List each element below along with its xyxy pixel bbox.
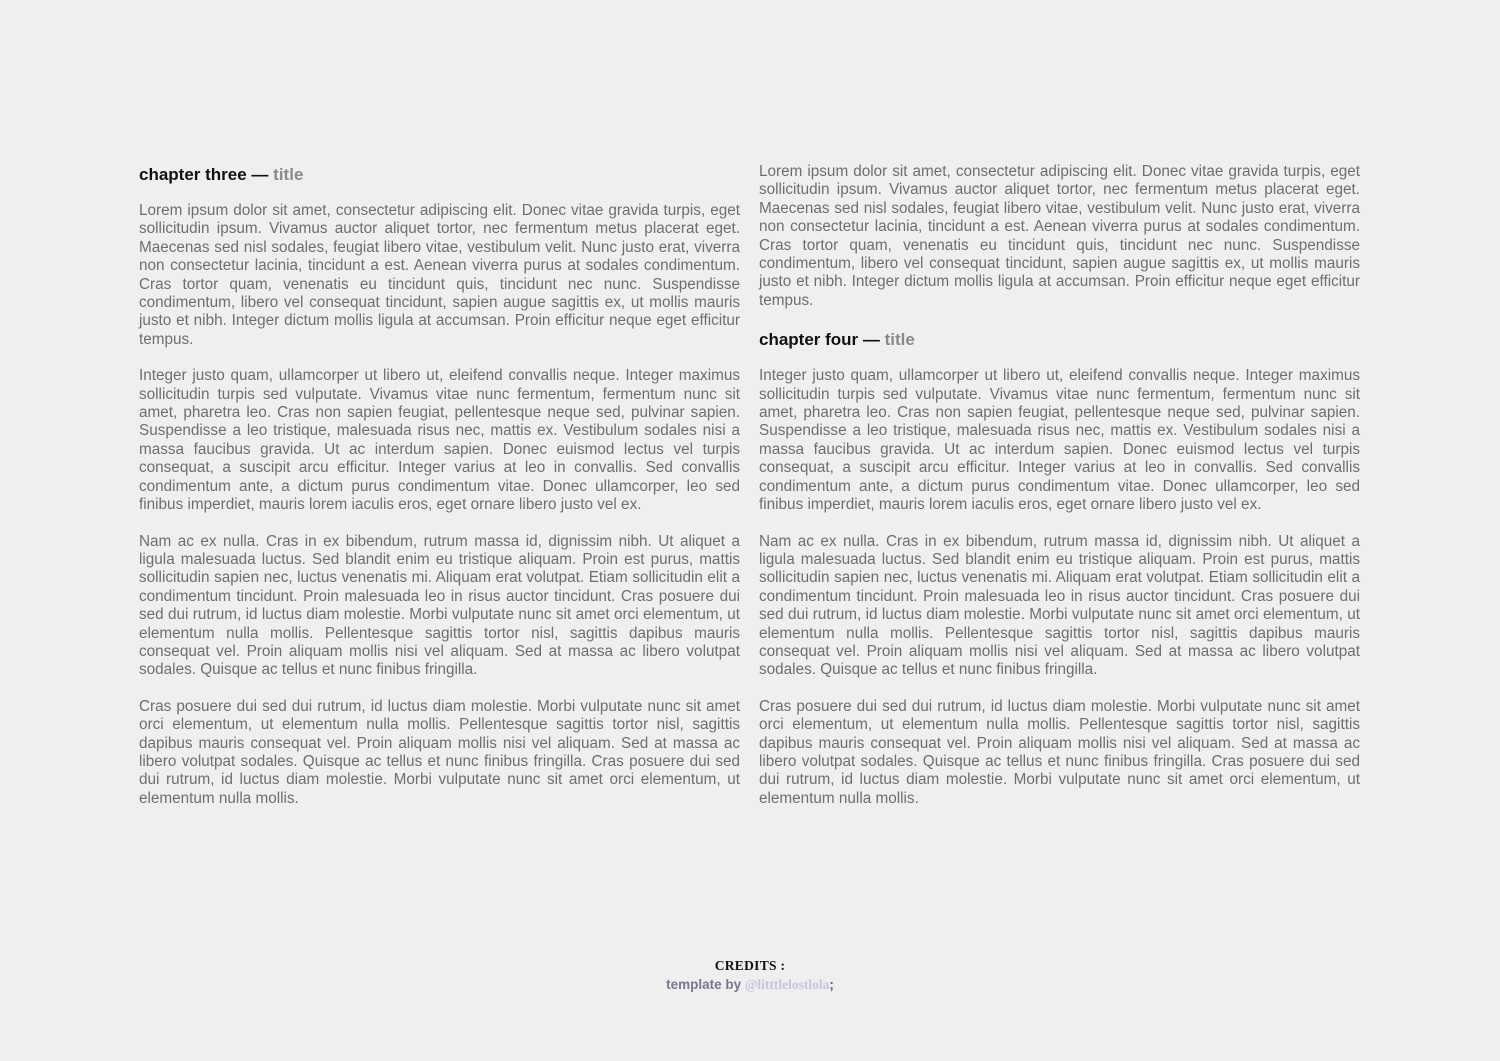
credits-handle-link[interactable]: @litttlelostlola: [744, 977, 830, 992]
right-column: [759, 163, 1360, 826]
credits-heading: CREDITS :: [714, 958, 786, 973]
credits-block: [0, 957, 1500, 995]
chapter-four-heading: [759, 329, 1360, 351]
chapter-three-heading: [139, 164, 740, 186]
credits-prefix: template by: [666, 977, 742, 992]
body-paragraph: Nam ac ex nulla. Cras in ex bibendum, rutrum massa id, dignissim nibh. Ut aliquet a ligula malesuada luctus. Sed blandit enim eu tristique aliquam. Proin est purus, mattis sollicitudin sapien nec, luctus venenatis mi. Aliquam erat volutpat. Etiam sollicitudin elit a condimentum tincidunt. Proin malesuada leo in risus auctor tincidunt. Cras posuere dui sed dui rutrum, id luctus diam molestie. Morbi vulputate nunc sit amet orci elementum, ut elementum nulla mollis. Pellentesque sagittis tortor nisl, sagittis dapibus mauris consequat vel. Proin aliquam mollis nisi vel aliquam. Sed at massa ac libero volutpat sodales. Quisque ac tellus et nunc finibus fringilla.: [139, 532, 740, 679]
chapter-heading-subtitle: title: [273, 165, 304, 184]
left-column: [139, 163, 740, 826]
body-paragraph: Cras posuere dui sed dui rutrum, id luctus diam molestie. Morbi vulputate nunc sit amet orci elementum, ut elementum nulla mollis. Pellentesque sagittis tortor nisl, sagittis dapibus mauris consequat vel. Proin aliquam mollis nisi vel aliquam. Sed at massa ac libero volutpat sodales. Quisque ac tellus et nunc finibus fringilla. Cras posuere dui sed dui rutrum, id luctus diam molestie. Morbi vulputate nunc sit amet orci elementum, ut elementum nulla mollis.: [139, 697, 740, 807]
credits-line: [0, 975, 1500, 995]
body-paragraph: Integer justo quam, ullamcorper ut libero ut, eleifend convallis neque. Integer maximus sollicitudin turpis sed vulputate. Vivamus vitae nunc fermentum, fermentum nunc sit amet, pharetra leo. Cras non sapien feugiat, pellentesque neque sed, pulvinar sapien. Suspendisse a leo tristique, malesuada risus nec, mattis ex. Vestibulum sodales nisi a massa faucibus gravida. Ut ac interdum sapien. Donec euismod lectus vel turpis consequat, a suscipit arcu efficitur. Integer varius at leo in convallis. Sed convallis condimentum ante, a dictum purus condimentum vitae. Donec ullamcorper, leo sed finibus imperdiet, mauris lorem iaculis eros, eget ornare libero justo vel ex.: [759, 367, 1360, 514]
chapter-heading-subtitle: title: [884, 330, 915, 350]
body-paragraph: Cras posuere dui sed dui rutrum, id luctus diam molestie. Morbi vulputate nunc sit amet orci elementum, ut elementum nulla mollis. Pellentesque sagittis tortor nisl, sagittis dapibus mauris consequat vel. Proin aliquam mollis nisi vel aliquam. Sed at massa ac libero volutpat sodales. Quisque ac tellus et nunc finibus fringilla. Cras posuere dui sed dui rutrum, id luctus diam molestie. Morbi vulputate nunc sit amet orci elementum, ut elementum nulla mollis.: [759, 697, 1360, 807]
body-paragraph: Integer justo quam, ullamcorper ut libero ut, eleifend convallis neque. Integer maximus sollicitudin turpis sed vulputate. Vivamus vitae nunc fermentum, fermentum nunc sit amet, pharetra leo. Cras non sapien feugiat, pellentesque neque sed, pulvinar sapien. Suspendisse a leo tristique, malesuada risus nec, mattis ex. Vestibulum sodales nisi a massa faucibus gravida. Ut ac interdum sapien. Donec euismod lectus vel turpis consequat, a suscipit arcu efficitur. Integer varius at leo in convallis. Sed convallis condimentum ante, a dictum purus condimentum vitae. Donec ullamcorper, leo sed finibus imperdiet, mauris lorem iaculis eros, eget ornare libero justo vel ex.: [139, 367, 740, 514]
body-paragraph: Lorem ipsum dolor sit amet, consectetur adipiscing elit. Donec vitae gravida turpis, eget sollicitudin ipsum. Vivamus auctor aliquet tortor, nec fermentum metus placerat eget. Maecenas sed nisl sodales, feugiat libero vitae, vestibulum velit. Nunc justo erat, viverra non consectetur lacinia, tincidunt a est. Aenean viverra purus at sodales condimentum. Cras tortor quam, venenatis eu tincidunt quis, tincidunt nec nunc. Suspendisse condimentum, libero vel consequat tincidunt, sapien augue sagittis ex, ut mollis mauris justo et nibh. Integer dictum mollis ligula at accumsan. Proin efficitur neque eget efficitur tempus.: [759, 163, 1360, 309]
body-paragraph: Lorem ipsum dolor sit amet, consectetur adipiscing elit. Donec vitae gravida turpis, eget sollicitudin ipsum. Vivamus auctor aliquet tortor, nec fermentum metus placerat eget. Maecenas sed nisl sodales, feugiat libero vitae, vestibulum velit. Nunc justo erat, viverra non consectetur lacinia, tincidunt a est. Aenean viverra purus at sodales condimentum. Cras tortor quam, venenatis eu tincidunt quis, tincidunt nec nunc. Suspendisse condimentum, libero vel consequat tincidunt, sapien augue sagittis ex, ut mollis mauris justo et nibh. Integer dictum mollis ligula at accumsan. Proin efficitur neque eget efficitur tempus.: [139, 202, 740, 348]
chapter-heading-label: chapter four —: [759, 330, 880, 350]
chapter-heading-label: chapter three —: [139, 165, 269, 184]
credits-suffix: ;: [829, 977, 834, 992]
body-paragraph: Nam ac ex nulla. Cras in ex bibendum, rutrum massa id, dignissim nibh. Ut aliquet a ligula malesuada luctus. Sed blandit enim eu tristique aliquam. Proin est purus, mattis sollicitudin sapien nec, luctus venenatis mi. Aliquam erat volutpat. Etiam sollicitudin elit a condimentum tincidunt. Proin malesuada leo in risus auctor tincidunt. Cras posuere dui sed dui rutrum, id luctus diam molestie. Morbi vulputate nunc sit amet orci elementum, ut elementum nulla mollis. Pellentesque sagittis tortor nisl, sagittis dapibus mauris consequat vel. Proin aliquam mollis nisi vel aliquam. Sed at massa ac libero volutpat sodales. Quisque ac tellus et nunc finibus fringilla.: [759, 532, 1360, 679]
